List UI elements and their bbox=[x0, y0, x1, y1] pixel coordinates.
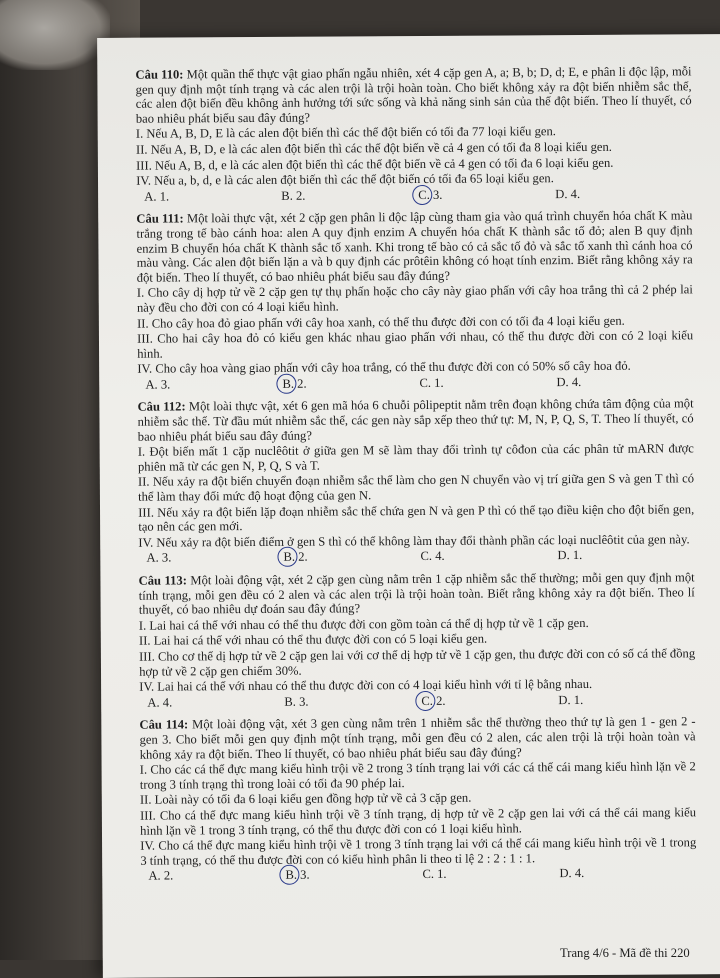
question-block bbox=[136, 209, 693, 393]
question-label: Câu 110: bbox=[135, 67, 184, 82]
answer-options bbox=[140, 866, 696, 884]
answer-option: B. 2. bbox=[281, 188, 306, 203]
answer-option: A. 2. bbox=[148, 868, 174, 883]
answer-options bbox=[139, 692, 695, 710]
answer-options bbox=[138, 548, 694, 566]
question-statement: II. Nếu A, B, D, e là các alen đột biến thì các thể đột biến về cả 4 gen có tối đa 8 loại kiểu gen. bbox=[135, 139, 612, 157]
answer-option: C. 4. bbox=[420, 549, 445, 564]
answer-option: A. 4. bbox=[147, 695, 173, 710]
question-statement: II. Lai hai cá thể với nhau có thể thu được đời con có 5 loại kiểu gen. bbox=[138, 631, 488, 649]
question-statement: I. Cho cây dị hợp tử về 2 cặp gen tự thụ phấn hoặc cho cây này giao phấn với cây hoa trắng thì cả 2 phép lai này đều cho đời con có 4 loại kiểu hình. bbox=[136, 282, 693, 315]
answer-option: D. 4. bbox=[556, 374, 582, 390]
answer-option-circled: B. 2. bbox=[282, 376, 419, 391]
answer-option-circled: B. 2. bbox=[283, 549, 420, 564]
question-stem bbox=[136, 209, 692, 285]
question-statement: IV. Nếu a, b, d, e là các alen đột biến thì các thể đột biến có tối đa 65 loại kiểu gen. bbox=[136, 171, 554, 188]
question-statement: III. Cho hai cây hoa đỏ có kiểu gen khác nhau giao phấn với nhau, có thể thu được đời con có 2 loại kiểu hình. bbox=[137, 328, 694, 361]
question-statement: I. Nếu A, B, D, E là các alen đột biến thì các thể đột biến có tối đa 77 loại kiểu gen. bbox=[135, 124, 556, 142]
question-stem bbox=[139, 570, 695, 617]
answer-options bbox=[136, 186, 692, 204]
question-stem bbox=[135, 64, 691, 126]
answer-option: C. 1. bbox=[422, 867, 447, 882]
answer-option: A. 3. bbox=[146, 550, 172, 566]
answer-option-circled: C. 2. bbox=[421, 693, 558, 708]
question-statement: IV. Nếu xảy ra đột biến điểm ở gen S thì có thể không làm thay đổi thành phần các loại nuclêôtit của gen này. bbox=[138, 532, 690, 550]
question-statement: II. Nếu xảy ra đột biến chuyển đoạn nhiễm sắc thể làm cho gen N chuyển vào vị trí giữa gen S và gen T thì có thể làm thay đổi mức độ hoạt động của gen N. bbox=[137, 471, 695, 504]
answer-option-circled: C. 3. bbox=[418, 187, 555, 202]
question-statement: III. Nếu xảy ra đột biến lặp đoạn nhiễm sắc thể chứa gen N và gen P thì có thể tạo điều kiện cho đột biến gen, tạo nên các gen mới. bbox=[138, 501, 695, 534]
question-stem-text: Một loài động vật, xét 3 gen cùng nằm trên 1 nhiễm sắc thể thường theo thứ tự là gen 1 - gen 2 - gen 3. Cho biết mỗi gen quy định một tính trạng, mỗi gen đều có 2 alen, các alen trội là trội hoàn toàn và không xảy ra đột biến. Theo lí thuyết, có bao nhiêu phát biểu sau đây đúng? bbox=[139, 714, 696, 762]
question-block bbox=[139, 570, 696, 710]
answer-options bbox=[137, 374, 693, 392]
answer-option: C. 1. bbox=[419, 375, 444, 390]
question-statement: IV. Cho cá thể đực mang kiểu hình trội về 1 trong 3 tính trạng lai với cá thể cái mang kiểu hình trội về 1 trong 3 tính trạng, có thể thu được đời con có kiểu hình phân li theo tỉ lệ 2 : 2 : 1 : 1. bbox=[140, 835, 697, 868]
answer-option: D. 1. bbox=[557, 548, 583, 563]
question-statement: II. Cho cây hoa đỏ giao phấn với cây hoa xanh, có thể thu được đời con có tối đa 4 loại kiểu gen. bbox=[137, 313, 625, 331]
question-stem-text: Một loài thực vật, xét 6 gen mã hóa 6 chuỗi pôlipeptit nằm trên đoạn không chứa tâm động của một nhiễm sắc thể. Từ đầu mút nhiễm sắc thể, các gen này sắp xếp theo thứ tự: M, N, P, Q, S, T. Theo lí thuyết, có bao nhiêu phát biểu sau đây đúng? bbox=[137, 396, 694, 444]
question-block bbox=[138, 397, 695, 566]
question-stem bbox=[139, 715, 695, 762]
question-stem-text: Một loài thực vật, xét 2 cặp gen phân li độc lập cùng tham gia vào quá trình chuyển hóa chất K màu trắng trong tế bào cánh hoa: alen A quy định enzim A chuyển hóa chất K thành sắc tố đỏ; alen B quy định enzim B chuyển hóa chất K thành sắc tố xanh. Khi trong tế bào có cả sắc tố đỏ và sắc tố xanh thì cánh hoa có màu vàng. Các alen đột biến lặn a và b quy định các prôtêin không có hoạt tính enzim. Biết rằng không xảy ra đột biến. Theo lí thuyết, có bao nhiêu phát biểu sau đây đúng? bbox=[136, 208, 693, 285]
question-label: Câu 112: bbox=[137, 399, 186, 415]
answer-option: A. 1. bbox=[144, 189, 170, 204]
question-statement: III. Nếu A, B, d, e là các alen đột biến thì các thể đột biến về cả 4 gen có tối đa 6 loại kiểu gen. bbox=[136, 155, 614, 173]
answer-option: A. 3. bbox=[145, 377, 171, 392]
answer-option: D. 1. bbox=[558, 692, 584, 707]
answer-option-circled: B. 3. bbox=[285, 867, 422, 882]
question-block bbox=[135, 64, 692, 204]
page-footer: Trang 4/6 - Mã đề thi 220 bbox=[560, 946, 690, 960]
question-label: Câu 111: bbox=[136, 211, 184, 227]
question-statement: I. Lai hai cá thể với nhau có thể thu được đời con gồm toàn cá thể dị hợp tử về 1 cặp gen. bbox=[138, 615, 589, 633]
answer-option: D. 4. bbox=[555, 186, 581, 201]
question-stem-text: Một loài động vật, xét 2 cặp gen cùng nằm trên 1 cặp nhiễm sắc thể thường; mỗi gen quy định một tính trạng, mỗi gen đều có 2 alen và các alen trội là trội hoàn toàn. Biết rằng không xảy ra đột biến. Theo lí thuyết, có bao nhiêu dự đoán sau đây đúng? bbox=[138, 570, 695, 617]
answer-option: B. 3. bbox=[284, 694, 309, 709]
question-block bbox=[139, 715, 696, 884]
question-statement: II. Loài này có tối đa 6 loại kiểu gen đồng hợp tử về cả 3 cặp gen. bbox=[139, 790, 472, 808]
background-cloth bbox=[0, 0, 110, 70]
exam-content bbox=[135, 64, 696, 891]
question-statement: III. Cho cá thể đực mang kiểu hình trội về 3 tính trạng, dị hợp tử về 2 cặp gen lai với cá thể cái mang kiểu hình lặn về 1 trong 3 tính trạng, có thể thu được đời con có 1 loại kiểu hình. bbox=[140, 805, 697, 838]
question-statement: IV. Lai hai cá thể với nhau có thể thu được đời con có 4 loại kiểu hình với tỉ lệ bằng nhau. bbox=[139, 677, 593, 694]
question-statement: I. Đột biến mất 1 cặp nuclêôtit ở giữa gen M sẽ làm thay đổi trình tự côđon của các phân tử mARN được phiên mã từ các gen N, P, Q, S và T. bbox=[137, 441, 694, 474]
question-label: Câu 114: bbox=[139, 717, 189, 733]
question-label: Câu 113: bbox=[138, 573, 187, 588]
question-stem bbox=[138, 397, 694, 444]
question-stem-text: Một quần thể thực vật giao phấn ngẫu nhiên, xét 4 cặp gen A, a; B, b; D, d; E, e phân li độc lập, mỗi gen quy định một tính trạng và các alen trội là trội hoàn toàn. Cho biết không xảy ra đột biến nhiễm sắc thể, các alen đột biến đều không ảnh hưởng tới sức sống và khả năng sinh sản của thể đột biến. Theo lí thuyết, có bao nhiêu phát biểu sau đây đúng? bbox=[135, 64, 692, 126]
question-statement: I. Cho các cá thể đực mang kiểu hình trội về 2 trong 3 tính trạng lai với các cá thể cái mang kiểu hình lặn về 2 trong 3 tính trạng thì trong loài có tối đa 90 phép lai. bbox=[139, 759, 696, 792]
question-statement: III. Cho cơ thể dị hợp tử về 2 cặp gen lai với cơ thể dị hợp tử về 1 cặp gen, thu được đời con có số cá thể đồng hợp tử về 2 cặp gen chiếm 30%. bbox=[139, 646, 696, 679]
question-statement: IV. Cho cây hoa vàng giao phấn với cây hoa trắng, có thể thu được đời con có 50% số cây hoa đỏ. bbox=[137, 358, 631, 376]
answer-option: D. 4. bbox=[559, 866, 585, 881]
